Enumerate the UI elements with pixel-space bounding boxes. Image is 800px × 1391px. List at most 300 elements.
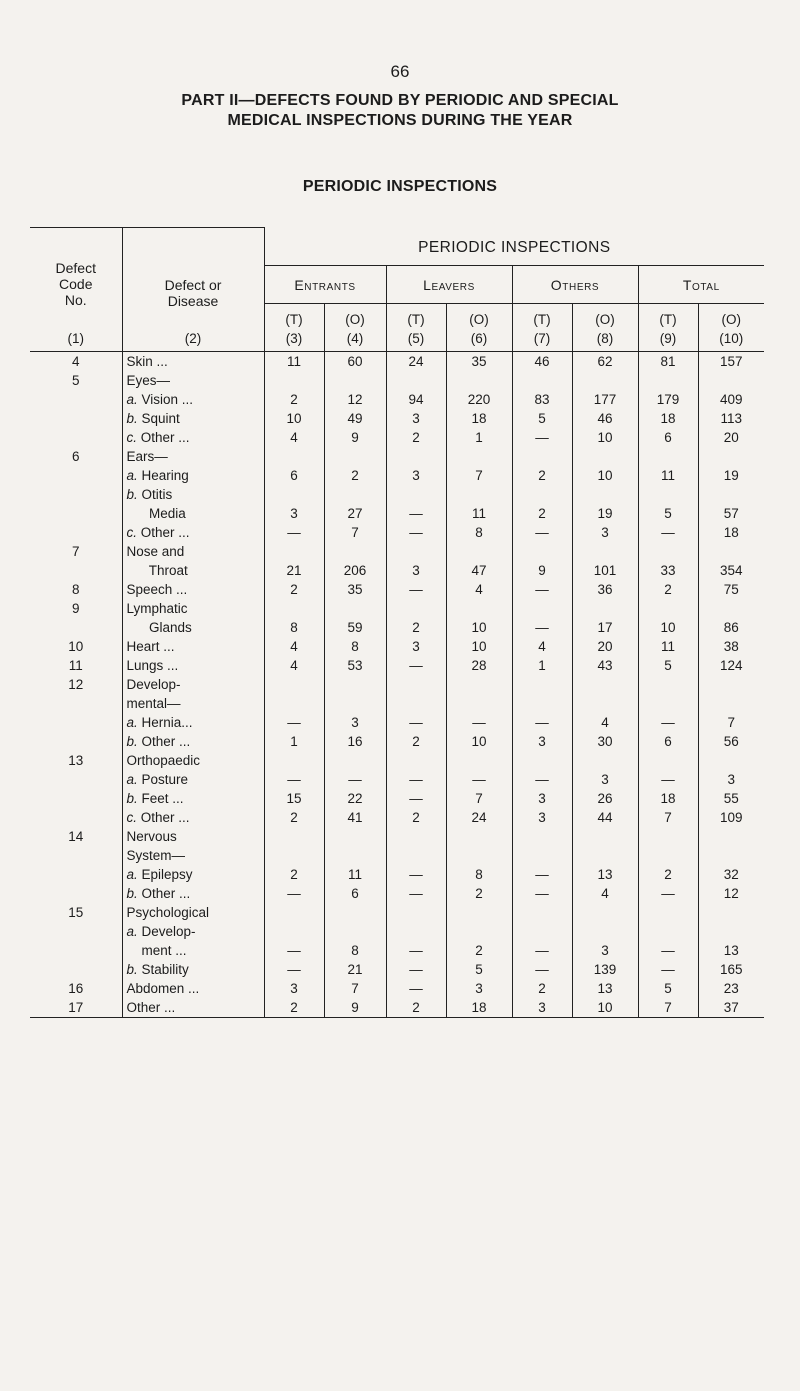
count-cell [324, 922, 386, 941]
count-cell: 18 [638, 789, 698, 808]
table-row [30, 542, 764, 561]
defect-label-text: Psychological [126, 904, 210, 920]
count-cell: 3 [512, 998, 572, 1018]
defect-label-text: Ears— [126, 448, 168, 464]
count-cell [324, 485, 386, 504]
count-cell: 24 [446, 808, 512, 827]
count-cell [386, 846, 446, 865]
count-cell: — [386, 979, 446, 998]
count-cell [638, 751, 698, 770]
defect-label-text: Other ... [137, 429, 190, 445]
defect-label [122, 960, 264, 979]
count-cell: — [264, 960, 324, 979]
defect-label-text: Otitis [137, 486, 173, 502]
group-header-entrants: Entrants [264, 266, 386, 304]
count-cell: 4 [512, 637, 572, 656]
count-cell: 27 [324, 504, 386, 523]
count-cell: — [264, 713, 324, 732]
count-cell: 59 [324, 618, 386, 637]
defect-code [30, 789, 122, 808]
disease-column-number: (2) [122, 327, 264, 351]
count-cell: — [638, 713, 698, 732]
count-cell: — [386, 656, 446, 675]
defect-label-text: Stability [137, 961, 189, 977]
defect-code [30, 561, 122, 580]
count-cell [512, 371, 572, 390]
defect-label-text: Orthopaedic [126, 752, 201, 768]
defect-code: 13 [68, 752, 84, 768]
column-number: (3) [264, 327, 324, 351]
table-row [30, 371, 764, 390]
count-cell: 1 [512, 656, 572, 675]
count-cell: 354 [698, 561, 764, 580]
group-header-others: Others [512, 266, 638, 304]
defect-sub-letter: c. [126, 429, 138, 445]
defect-code: 5 [71, 372, 80, 388]
count-cell: 12 [324, 390, 386, 409]
count-cell: 2 [386, 428, 446, 447]
count-cell: 6 [324, 884, 386, 903]
table-row [30, 846, 764, 865]
table-row [30, 504, 764, 523]
defect-code: 17 [68, 999, 84, 1015]
count-cell: 35 [324, 580, 386, 599]
defect-code-header-line: Code [59, 276, 93, 292]
count-cell [638, 447, 698, 466]
count-cell: — [386, 960, 446, 979]
count-cell: — [512, 618, 572, 637]
count-cell: 6 [264, 466, 324, 485]
defect-label-text: Skin ... [126, 353, 168, 369]
defect-label [122, 485, 264, 504]
count-cell: 10 [264, 409, 324, 428]
count-cell [446, 694, 512, 713]
count-cell: — [512, 941, 572, 960]
count-cell: 2 [264, 390, 324, 409]
table-row [30, 713, 764, 732]
count-cell [512, 675, 572, 694]
count-cell: 83 [512, 390, 572, 409]
count-cell [512, 599, 572, 618]
count-cell [446, 922, 512, 941]
count-cell: 22 [324, 789, 386, 808]
count-cell: 10 [572, 428, 638, 447]
table-row [30, 979, 764, 998]
count-cell: 2 [264, 808, 324, 827]
count-cell: 3 [572, 770, 638, 789]
count-cell: 101 [572, 561, 638, 580]
count-cell: 3 [264, 979, 324, 998]
count-cell [572, 675, 638, 694]
count-cell [264, 751, 324, 770]
defect-label [122, 846, 264, 865]
count-cell: 10 [446, 637, 512, 656]
table-row [30, 637, 764, 656]
column-number: (10) [698, 327, 764, 351]
count-cell: — [638, 960, 698, 979]
defect-label [122, 713, 264, 732]
defect-label-text: Eyes— [126, 372, 171, 388]
count-cell [698, 846, 764, 865]
count-cell [638, 922, 698, 941]
defect-label [122, 466, 264, 485]
count-cell: — [264, 941, 324, 960]
count-cell: 75 [698, 580, 764, 599]
defect-label [122, 390, 264, 409]
count-cell: 1 [264, 732, 324, 751]
count-cell [264, 371, 324, 390]
count-cell [698, 751, 764, 770]
defect-code: 11 [68, 657, 83, 673]
table-row [30, 770, 764, 789]
count-cell: 10 [572, 466, 638, 485]
count-cell: 5 [446, 960, 512, 979]
defect-code: 14 [68, 828, 84, 844]
count-cell: 46 [512, 351, 572, 371]
count-cell: 220 [446, 390, 512, 409]
count-cell: 7 [446, 466, 512, 485]
count-cell: 11 [264, 351, 324, 371]
count-cell: 10 [572, 998, 638, 1018]
sub-header-t: (T) [638, 304, 698, 328]
count-cell: — [638, 884, 698, 903]
count-cell [324, 675, 386, 694]
defect-code [30, 694, 122, 713]
count-cell: 26 [572, 789, 638, 808]
count-cell [572, 599, 638, 618]
defect-code [30, 428, 122, 447]
count-cell: 81 [638, 351, 698, 371]
column-number: (5) [386, 327, 446, 351]
count-cell [572, 751, 638, 770]
count-cell [264, 903, 324, 922]
defect-disease-header [122, 228, 264, 328]
count-cell: 28 [446, 656, 512, 675]
defect-label-text: Throat [126, 562, 188, 578]
count-cell: 7 [638, 808, 698, 827]
count-cell: 30 [572, 732, 638, 751]
defect-label [122, 523, 264, 542]
count-cell: 2 [386, 732, 446, 751]
count-cell: 2 [324, 466, 386, 485]
count-cell [698, 447, 764, 466]
count-cell: 18 [698, 523, 764, 542]
defect-label-text: Squint [137, 410, 180, 426]
count-cell: 4 [572, 884, 638, 903]
defect-code [30, 732, 122, 751]
count-cell: — [512, 523, 572, 542]
defect-label-text: Heart ... [126, 638, 175, 654]
count-cell [446, 751, 512, 770]
count-cell: 3 [386, 561, 446, 580]
count-cell: 21 [264, 561, 324, 580]
defect-code [30, 884, 122, 903]
defect-code [30, 865, 122, 884]
table-row [30, 580, 764, 599]
defect-code: 15 [68, 904, 84, 920]
count-cell [698, 371, 764, 390]
table-row [30, 409, 764, 428]
count-cell: 5 [638, 656, 698, 675]
count-cell [386, 447, 446, 466]
count-cell: 2 [446, 884, 512, 903]
count-cell: 7 [638, 998, 698, 1018]
count-cell: 17 [572, 618, 638, 637]
defect-code [30, 846, 122, 865]
count-cell: 179 [638, 390, 698, 409]
defect-label-text: Nose and [126, 543, 185, 559]
count-cell [638, 903, 698, 922]
section-heading: PERIODIC INSPECTIONS [302, 178, 498, 195]
count-cell: 12 [698, 884, 764, 903]
defect-code: 12 [68, 676, 84, 692]
count-cell: — [264, 770, 324, 789]
table-row [30, 789, 764, 808]
column-number: (7) [512, 327, 572, 351]
count-cell [264, 846, 324, 865]
count-cell: 157 [698, 351, 764, 371]
defect-code [30, 466, 122, 485]
count-cell: 21 [324, 960, 386, 979]
table-row [30, 865, 764, 884]
count-cell: 139 [572, 960, 638, 979]
defect-sub-letter: a. [126, 866, 138, 882]
count-cell: 18 [638, 409, 698, 428]
count-cell: 8 [446, 865, 512, 884]
count-cell: — [386, 504, 446, 523]
count-cell: 57 [698, 504, 764, 523]
defect-code [30, 504, 122, 523]
count-cell: 43 [572, 656, 638, 675]
count-cell [446, 827, 512, 846]
defect-label-text: Other ... [137, 524, 190, 540]
count-cell: 8 [264, 618, 324, 637]
count-cell: 177 [572, 390, 638, 409]
defect-label [122, 732, 264, 751]
column-number: (8) [572, 327, 638, 351]
count-cell: — [386, 523, 446, 542]
count-cell: 5 [638, 504, 698, 523]
defect-label [122, 941, 264, 960]
count-cell: 9 [324, 428, 386, 447]
defect-code: 6 [71, 448, 80, 464]
count-cell: 15 [264, 789, 324, 808]
count-cell [324, 694, 386, 713]
count-cell [446, 903, 512, 922]
count-cell: — [264, 523, 324, 542]
defect-label-text: Lungs ... [126, 657, 179, 673]
defect-label-text: Epilepsy [137, 866, 193, 882]
count-cell [386, 903, 446, 922]
count-cell: 3 [264, 504, 324, 523]
defect-label [122, 770, 264, 789]
table-row [30, 523, 764, 542]
count-cell: 32 [698, 865, 764, 884]
defect-label-text: Feet ... [137, 790, 184, 806]
count-cell: 4 [446, 580, 512, 599]
defect-sub-letter: a. [126, 771, 138, 787]
count-cell [264, 485, 324, 504]
count-cell [386, 694, 446, 713]
defect-code-header-line: No. [64, 292, 87, 308]
defect-label-text: Abdomen ... [126, 980, 200, 996]
table-row [30, 694, 764, 713]
defect-label-text: mental— [126, 695, 181, 711]
defect-label [122, 561, 264, 580]
defect-code: 9 [71, 600, 80, 616]
count-cell [572, 922, 638, 941]
count-cell: 20 [698, 428, 764, 447]
defect-code [30, 770, 122, 789]
count-cell [386, 485, 446, 504]
defect-label-text: Other ... [137, 809, 190, 825]
defect-sub-letter: a. [126, 923, 138, 939]
defect-code [30, 409, 122, 428]
count-cell: 10 [638, 618, 698, 637]
defect-code: 8 [71, 581, 80, 597]
count-cell: — [386, 789, 446, 808]
table-row [30, 561, 764, 580]
count-cell [638, 371, 698, 390]
count-cell: 37 [698, 998, 764, 1018]
count-cell [324, 751, 386, 770]
count-cell [446, 542, 512, 561]
count-cell: 7 [698, 713, 764, 732]
defect-label [122, 371, 264, 390]
count-cell: 13 [572, 979, 638, 998]
table-body [30, 351, 764, 1017]
count-cell [446, 371, 512, 390]
count-cell: 11 [324, 865, 386, 884]
table-row [30, 618, 764, 637]
defect-code-header [30, 228, 122, 328]
defect-label [122, 865, 264, 884]
count-cell: — [512, 580, 572, 599]
count-cell: 3 [386, 466, 446, 485]
count-cell: 4 [572, 713, 638, 732]
count-cell: 13 [698, 941, 764, 960]
count-cell: 44 [572, 808, 638, 827]
count-cell [446, 599, 512, 618]
table-row [30, 656, 764, 675]
count-cell: 8 [324, 941, 386, 960]
defect-label-text: Other ... [126, 999, 176, 1015]
count-cell: 2 [512, 466, 572, 485]
group-header-total: Total [638, 266, 764, 304]
count-cell: 3 [386, 637, 446, 656]
column-number: (4) [324, 327, 386, 351]
count-cell [572, 371, 638, 390]
count-cell: 86 [698, 618, 764, 637]
count-cell: — [386, 770, 446, 789]
defect-label [122, 637, 264, 656]
count-cell: 2 [386, 808, 446, 827]
count-cell [386, 922, 446, 941]
defect-label [122, 998, 264, 1018]
count-cell: 9 [324, 998, 386, 1018]
count-cell: 3 [512, 789, 572, 808]
count-cell: 2 [512, 504, 572, 523]
count-cell: 94 [386, 390, 446, 409]
defect-label [122, 504, 264, 523]
count-cell: — [386, 865, 446, 884]
count-cell [512, 922, 572, 941]
page-title: PART II—DEFECTS FOUND BY PERIODIC AND SPECIAL [181, 92, 619, 109]
count-cell: 62 [572, 351, 638, 371]
count-cell: 47 [446, 561, 512, 580]
count-cell: 38 [698, 637, 764, 656]
defect-code [30, 713, 122, 732]
count-cell: 55 [698, 789, 764, 808]
count-cell: 36 [572, 580, 638, 599]
count-cell [512, 542, 572, 561]
defect-label [122, 618, 264, 637]
count-cell: 206 [324, 561, 386, 580]
page-title-continued: MEDICAL INSPECTIONS DURING THE YEAR [227, 112, 573, 129]
defect-label [122, 656, 264, 675]
count-cell: 6 [638, 732, 698, 751]
count-cell: 46 [572, 409, 638, 428]
count-cell: — [446, 770, 512, 789]
count-cell: 165 [698, 960, 764, 979]
count-cell: 35 [446, 351, 512, 371]
count-cell [512, 903, 572, 922]
count-cell [446, 485, 512, 504]
defect-sub-letter: a. [126, 467, 138, 483]
count-cell [638, 599, 698, 618]
count-cell: 3 [386, 409, 446, 428]
column-number: (6) [446, 327, 512, 351]
defect-sub-letter: b. [126, 486, 138, 502]
defect-label [122, 675, 264, 694]
count-cell: 19 [698, 466, 764, 485]
sub-header-o: (O) [324, 304, 386, 328]
defect-label-text: Develop- [137, 923, 196, 939]
count-cell [572, 846, 638, 865]
count-cell: — [512, 713, 572, 732]
defect-label [122, 428, 264, 447]
count-cell: — [512, 770, 572, 789]
count-cell [638, 542, 698, 561]
count-cell: 2 [386, 618, 446, 637]
count-cell: 409 [698, 390, 764, 409]
defect-label [122, 580, 264, 599]
count-cell: 2 [638, 865, 698, 884]
defect-sub-letter: b. [126, 733, 138, 749]
defect-label-text: Vision ... [137, 391, 194, 407]
sub-header-t: (T) [512, 304, 572, 328]
count-cell: — [386, 580, 446, 599]
table-row [30, 466, 764, 485]
table-row [30, 428, 764, 447]
count-cell: 16 [324, 732, 386, 751]
count-cell: 2 [264, 580, 324, 599]
count-cell: 10 [446, 618, 512, 637]
defect-label-text: Develop- [126, 676, 181, 692]
defect-label [122, 542, 264, 561]
count-cell [638, 827, 698, 846]
count-cell [324, 371, 386, 390]
defect-label [122, 922, 264, 941]
defect-label [122, 751, 264, 770]
defect-sub-letter: b. [126, 410, 138, 426]
defect-code [30, 618, 122, 637]
count-cell [446, 675, 512, 694]
count-cell [512, 694, 572, 713]
defect-sub-letter: a. [126, 391, 138, 407]
defect-code [30, 922, 122, 941]
count-cell: 5 [638, 979, 698, 998]
